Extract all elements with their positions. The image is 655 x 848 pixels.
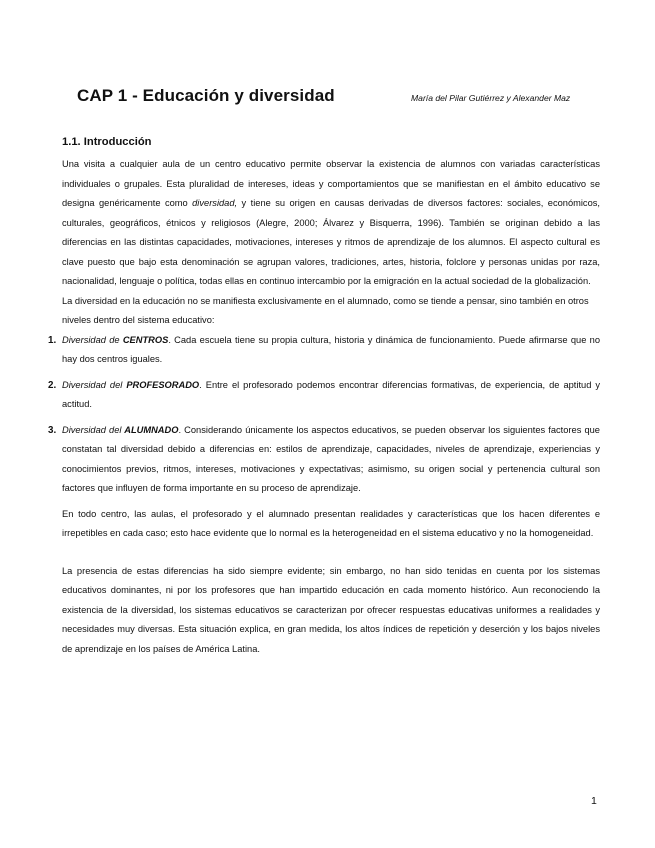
list-text: . Entre el profesorado podemos encontrar diferencias formativas, de experiencia, de aptitud y actitud. [62, 379, 601, 409]
list-term: Diversidad de CENTROS [62, 334, 169, 345]
latin-america-paragraph: La presencia de estas diferencias ha sido siempre evidente; sin embargo, no han sido tenidas en cuenta por los sistemas educativos dominantes, ni por los profesores que han impartido educación en cada momento histórico. Aun reconociendo la existencia de la diversidad, los sistemas educativos se caracterizan por ofrecer respuestas educativas uniformes a realidades y necesidades muy diversas. Esta situación explica, en gran medida, los altos índices de repetición y deserción y los bajos niveles de aprendizaje en los países de América Latina. [62, 565, 600, 654]
page-number: 1 [591, 795, 597, 807]
list-item [48, 421, 600, 499]
heterogeneity-paragraph: En todo centro, las aulas, el profesorado y el alumnado presentan realidades y características que los hacen diferentes e irrepetibles en cada caso; esto hace evidente que lo normal es la heterogeneidad en el sistema educativo y no la homogeneidad. [62, 508, 600, 538]
list-number: 1. [48, 334, 57, 346]
chapter-title: CAP 1 - Educación y diversidad [77, 86, 335, 105]
diversity-levels-list [48, 331, 601, 499]
list-number: 2. [48, 379, 57, 391]
list-text: . Considerando únicamente los aspectos educativos, se pueden observar los siguientes factores que constatan tal diversidad debido a diferencias en: estilos de aprendizaje, capacidades, niveles de aprendizaje, experiencias y conocimientos previos, ritmos, intereses, motivaciones y expectativas; asimismo, su origen social y pertenencia cultural son factores que influyen de forma importante en su proceso de aprendizaje. [62, 424, 600, 493]
levels-intro-paragraph: La diversidad en la educación no se manifiesta exclusivamente en el alumnado, como se tiende a pensar, sino también en otros niveles dentro del sistema educativo: [62, 295, 589, 325]
document-body [48, 134, 601, 659]
list-term: Diversidad del ALUMNADO [62, 424, 179, 435]
intro-paragraph: Una visita a cualquier aula de un centro educativo permite observar la existencia de alumnos con variadas características individuales o grupales. Esta pluralidad de intereses, ideas y comportamientos que se manifiestan en el ámbito educativo se designa genéricamente como diversidad, y tiene su origen en causas derivadas de diversos factores: sociales, económicos, culturales, geográficos, étnicos y religiosos (Alegre, 2000; Álvarez y Bisquerra, 1996). También se originan debido a las diferencias en las distintas capacidades, motivaciones, intereses y ritmos de aprendizaje de los alumnos. El aspecto cultural es clave puesto que bajo esta denominación se agrupan valores, tradiciones, artes, historia, folclore y personas unidas por raza, nacionalidad, lenguaje o política, todas ellas en continuo intercambio por la emigración en la actual sociedad de la globalización. [62, 159, 600, 286]
diversity-term: diversidad, [192, 198, 238, 208]
list-item [48, 331, 600, 370]
list-term: Diversidad del PROFESORADO [62, 379, 200, 390]
authors-line: María del Pilar Gutiérrez y Alexander Maz [411, 93, 571, 103]
list-number: 3. [48, 424, 57, 436]
list-text: . Cada escuela tiene su propia cultura, historia y dinámica de funcionamiento. Puede afirmarse que no hay dos centros iguales. [62, 334, 600, 364]
list-item [48, 376, 601, 415]
section-heading: 1.1. Introducción [62, 136, 152, 148]
